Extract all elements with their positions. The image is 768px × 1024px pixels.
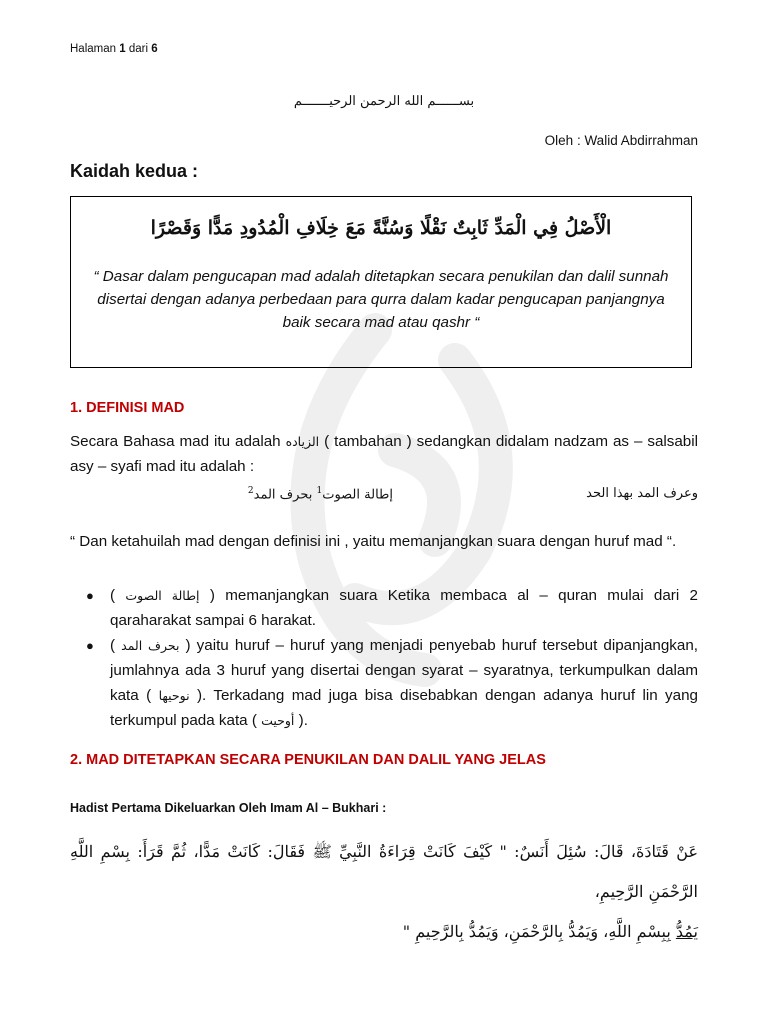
rule-box bbox=[70, 196, 692, 368]
paragraph-translation: “ Dan ketahuilah mad dengan definisi ini , yaitu memanjangkan suara dengan huruf mad “. bbox=[70, 533, 677, 550]
section-heading-definisi: 1. DEFINISI MAD bbox=[70, 400, 185, 416]
bullet-dot-icon: ● bbox=[86, 588, 94, 603]
arabic-term-ziyadah: الزياده bbox=[285, 434, 320, 449]
verse-right-hemistich: وعرف المد بهذا الحد bbox=[586, 486, 698, 501]
page-number: Halaman 1 dari 6 bbox=[70, 43, 158, 55]
hadith-line-1: عَنْ قَتَادَةَ، قَالَ: سُئِلَ أَنَسٌ: " كَيْفَ كَانَتْ قِرَاءَةُ النَّبِيِّ ﷺ فَقَالَ: كَانَتْ مَدًّا، ثُمَّ قَرَأَ: بِسْمِ اللَّهِ الرَّحْمَنِ الرَّحِيمِ، bbox=[70, 842, 698, 901]
list-item: ● ( بحرف المد ) yaitu huruf – huruf yang menjadi penyebab huruf tersebut dipanjangkan, jumlahnya ada 3 huruf yang disertai dengan syarat – syaratnya, terkumpulkan dalam kata ( نوحيها ). Terkadang mad juga bisa disebabkan dengan adanya huruf lin yang terkumpul pada kata ( أوحيت ). bbox=[70, 633, 698, 733]
verse-left-hemistich: إطالة الصوت$^1$ بحرف المد$^2$ bbox=[247, 486, 393, 503]
rule-arabic-text: الْأَصْلُ فِي الْمَدِّ ثَابِتٌ نَقْلًا وَسُنَّةً مَعَ خِلَافِ الْمُدُودِ مَدًّا وَقَصْرًا bbox=[150, 217, 612, 239]
author-line: Oleh : Walid Abdirrahman bbox=[544, 133, 698, 148]
basmala: بســــــم الله الرحمن الرحيـــــــم bbox=[293, 94, 475, 109]
rule-translation: “ Dasar dalam pengucapan mad adalah ditetapkan secara penukilan dan dalil sunnah disertai dengan adanya perbedaan para qurra dalam kadar pengucapan panjangnya baik secara mad atau qashr “ bbox=[93, 268, 669, 331]
page-title: Kaidah kedua : bbox=[70, 161, 199, 181]
hadith-text bbox=[70, 832, 698, 952]
hadith-title: Hadist Pertama Dikeluarkan Oleh Imam Al – Bukhari : bbox=[70, 801, 387, 815]
footnote-marker-2[interactable]: 2 bbox=[247, 486, 254, 496]
hadith-line-2: يَمُدُّ بِبِسْمِ اللَّهِ، وَيَمُدُّ بِالرَّحْمَنِ، وَيَمُدُّ بِالرَّحِيمِ " bbox=[402, 922, 698, 941]
bullet-dot-icon: ● bbox=[86, 638, 94, 653]
section-heading-penukilan: 2. MAD DITETAPKAN SECARA PENUKILAN DAN DALIL YANG JELAS bbox=[70, 752, 546, 768]
list-item: ● ( إطالة الصوت ) memanjangkan suara Ketika membaca al – quran mulai dari 2 qaraharakat sampai 6 harakat. bbox=[70, 583, 698, 633]
footnote-marker-1[interactable]: 1 bbox=[316, 486, 323, 496]
paragraph-definition: Secara Bahasa mad itu adalah الزياده ( tambahan ) sedangkan didalam nadzam as – salsabil asy – syafi mad itu adalah : bbox=[70, 433, 699, 475]
bullet-list bbox=[70, 583, 698, 733]
